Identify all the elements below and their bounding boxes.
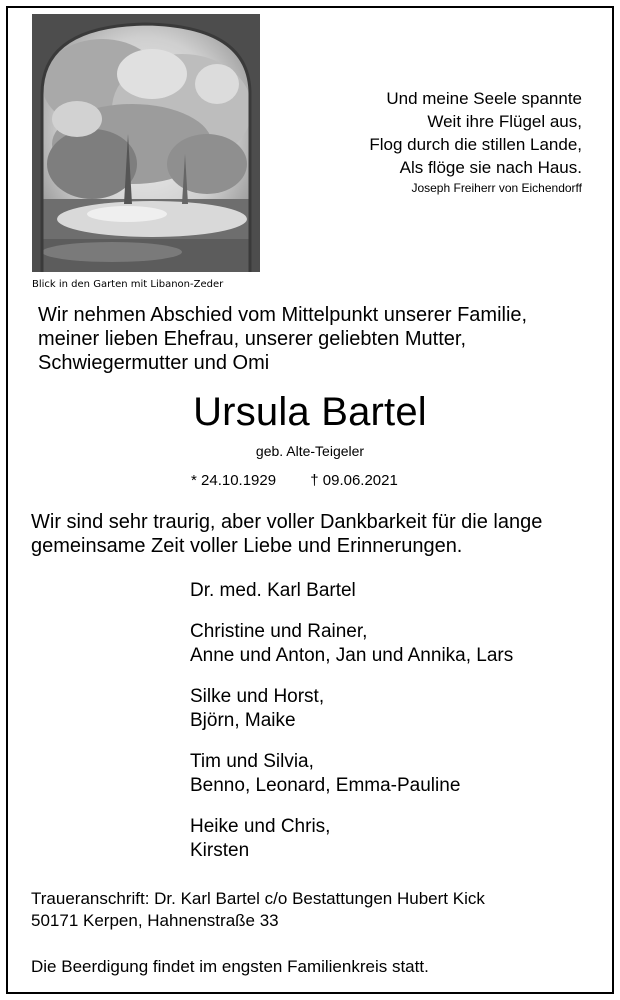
family-line: Tim und Silvia, [190, 751, 314, 772]
garden-photo-image [32, 14, 260, 272]
family-group [190, 620, 590, 668]
photo-caption: Blick in den Garten mit Libanon-Zeder [32, 279, 224, 290]
thanks-line: gemeinsame Zeit voller Liebe und Erinnerungen. [31, 535, 463, 557]
intro-line: Wir nehmen Abschied vom Mittelpunkt unserer Familie, [38, 304, 528, 326]
family-line: Dr. med. Karl Bartel [190, 580, 356, 601]
family-group [190, 815, 590, 863]
garden-photo [32, 14, 260, 272]
intro-line: meiner lieben Ehefrau, unserer geliebten Mutter, [38, 328, 467, 350]
poem-line: Und meine Seele spannte [386, 89, 582, 108]
family-group [190, 750, 590, 798]
poem-line: Als flöge sie nach Haus. [399, 158, 582, 177]
intro-text [38, 303, 598, 375]
family-line: Silke und Horst, [190, 686, 325, 707]
family-group [190, 579, 590, 603]
intro-line: Schwiegermutter und Omi [38, 352, 270, 374]
thanks-line: Wir sind sehr traurig, aber voller Dankbarkeit für die lange [31, 511, 543, 533]
mourning-address [31, 888, 606, 932]
family-line: Benno, Leonard, Emma-Pauline [190, 775, 461, 796]
poem-line: Flog durch die stillen Lande, [369, 135, 582, 154]
poem [262, 87, 582, 196]
deceased-name: Ursula Bartel [193, 390, 427, 434]
funeral-note: Die Beerdigung findet im engsten Familienkreis statt. [31, 957, 429, 976]
poem-line: Weit ihre Flügel aus, [427, 112, 582, 131]
address-line-1: Traueranschrift: Dr. Karl Bartel c/o Bestattungen Hubert Kick [31, 889, 485, 908]
family-group [190, 685, 590, 733]
death-date: † 09.06.2021 [310, 472, 398, 489]
thanks-text [31, 510, 606, 558]
family-line: Anne und Anton, Jan und Annika, Lars [190, 645, 514, 666]
family-line: Heike und Chris, [190, 816, 331, 837]
family-line: Kirsten [190, 840, 250, 861]
life-dates [191, 472, 398, 490]
address-line-2: 50171 Kerpen, Hahnenstraße 33 [31, 911, 279, 930]
birth-date: * 24.10.1929 [191, 472, 277, 489]
maiden-name: geb. Alte-Teigeler [255, 443, 365, 459]
family-line: Björn, Maike [190, 710, 296, 731]
family-list [190, 579, 590, 880]
family-line: Christine und Rainer, [190, 621, 368, 642]
poem-author: Joseph Freiherr von Eichendorff [411, 181, 582, 195]
